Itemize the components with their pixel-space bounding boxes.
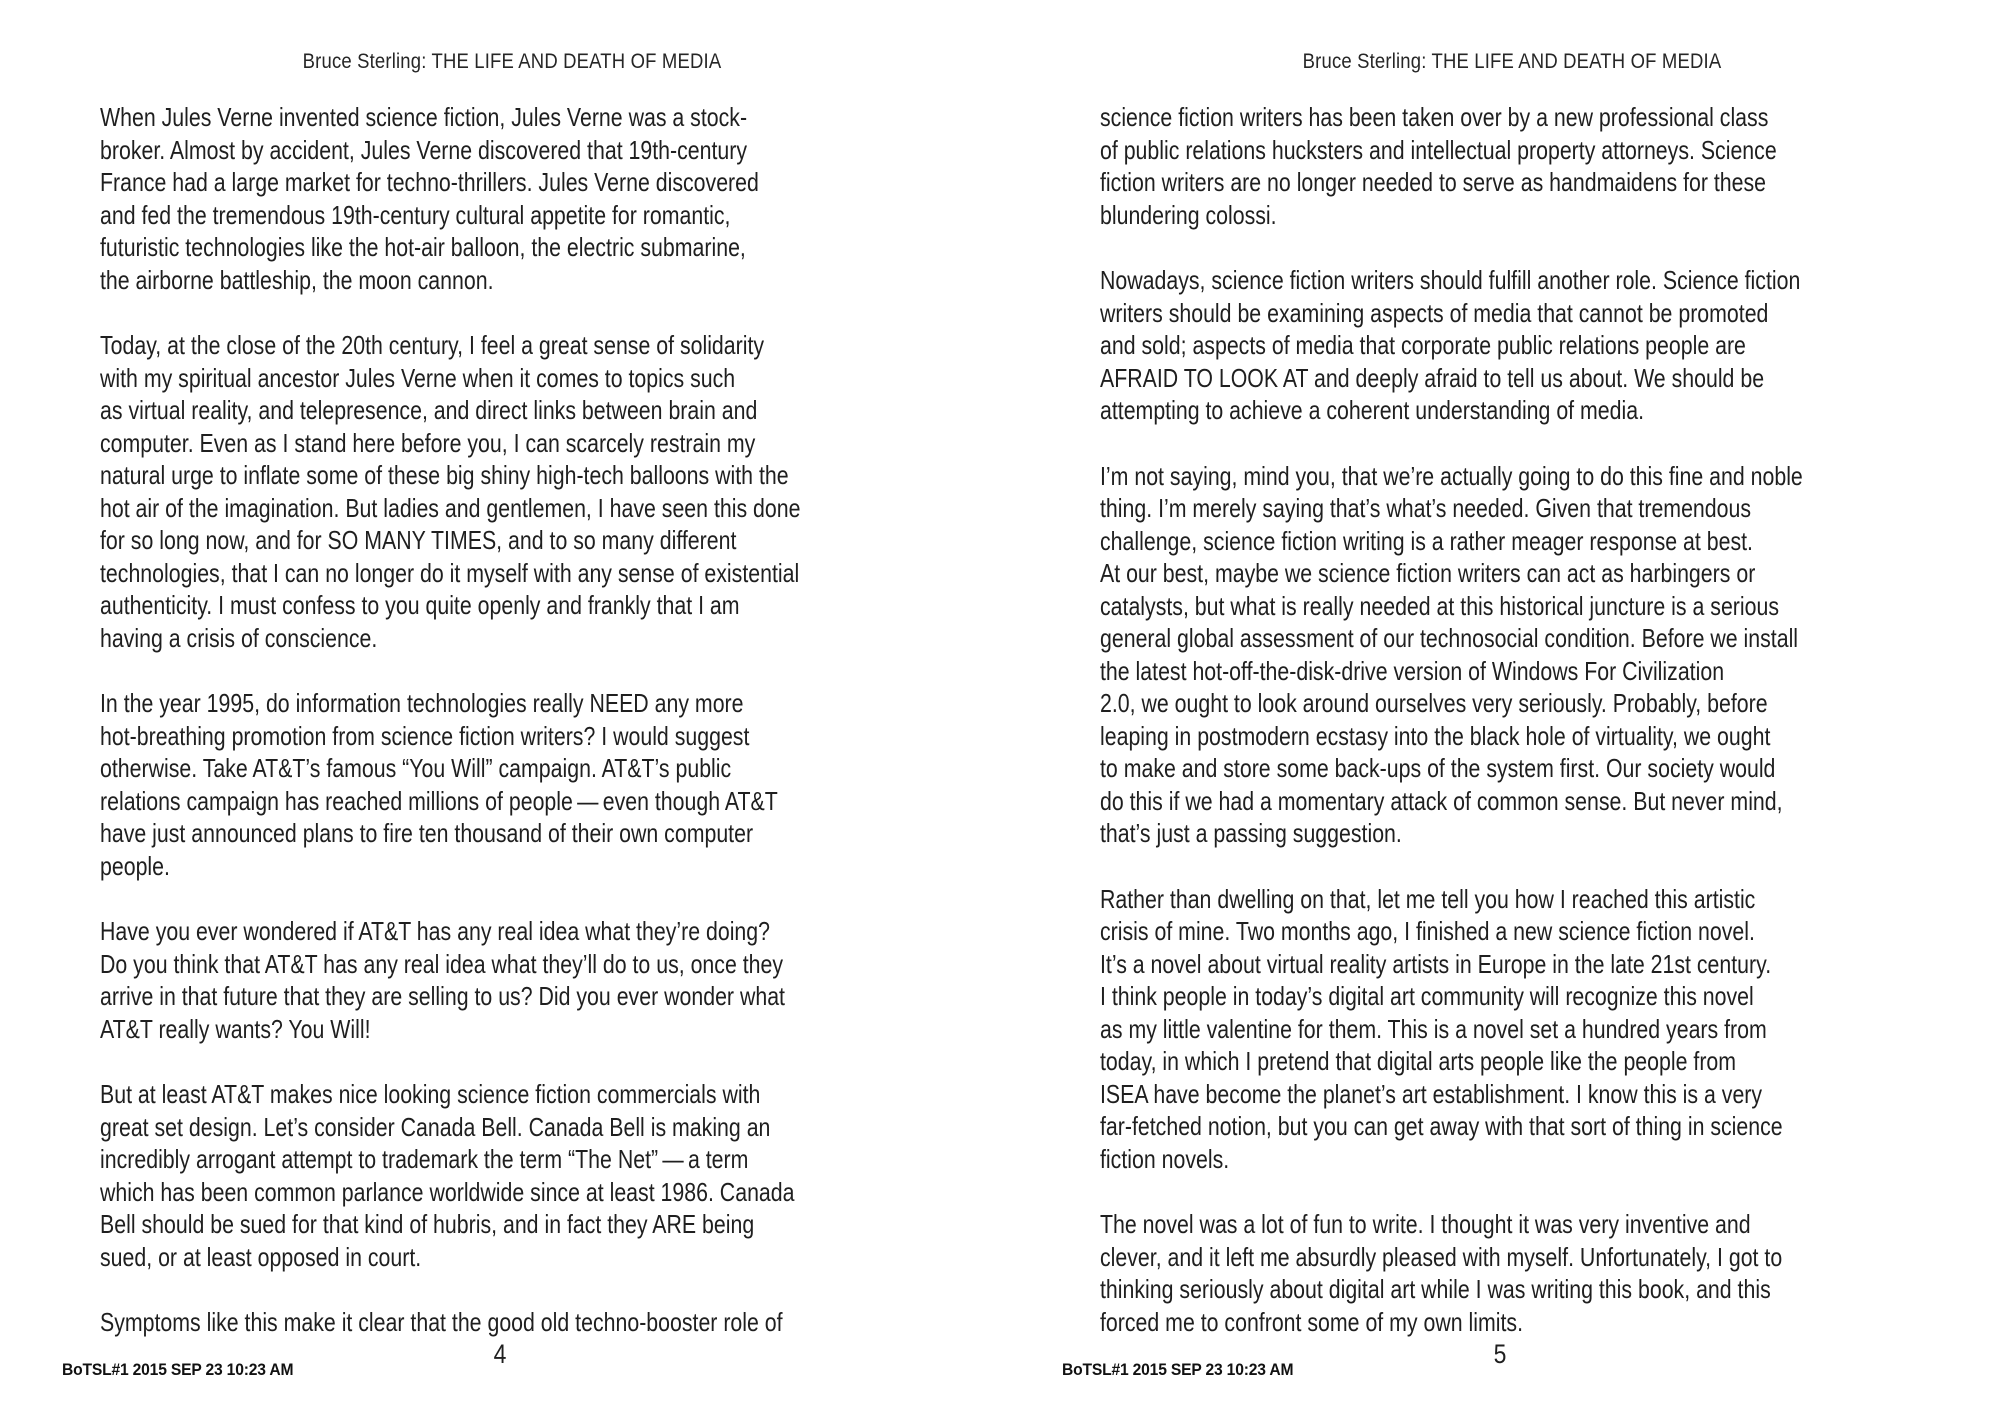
- paragraph: [100, 1306, 980, 1339]
- text-line: In the year 1995, do information technologies really NEED any more: [100, 688, 744, 718]
- text-line: thing. I’m merely saying that’s what’s needed. Given that tremendous: [1100, 493, 1752, 523]
- text-line: I think people in today’s digital art community will recognize this novel: [1100, 981, 1754, 1011]
- text-line: otherwise. Take AT&T’s famous “You Will” campaign. AT&T’s public: [100, 753, 732, 783]
- text-line: attempting to achieve a coherent understanding of media.: [1100, 395, 1645, 425]
- text-line: I’m not saying, mind you, that we’re actually going to do this fine and noble: [1100, 460, 1803, 491]
- text-line: sued, or at least opposed in court.: [100, 1241, 422, 1272]
- text-line: for so long now, and for SO MANY TIMES, and to so many different: [100, 525, 737, 555]
- text-line: general global assessment of our technosocial condition. Before we install: [1100, 623, 1799, 653]
- text-line: today, in which I pretend that digital arts people like the people from: [1100, 1046, 1737, 1076]
- text-line: far-fetched notion, but you can get away with that sort of thing in science: [1100, 1111, 1783, 1141]
- paragraph: [100, 101, 980, 296]
- text-line: France had a large market for techno-thrillers. Jules Verne discovered: [100, 167, 759, 197]
- text-line: Symptoms like this make it clear that the good old techno-booster role of: [100, 1307, 783, 1337]
- text-line: authenticity. I must confess to you quite openly and frankly that I am: [100, 590, 740, 620]
- text-line: hot air of the imagination. But ladies and gentlemen, I have seen this done: [100, 492, 801, 523]
- text-line: catalysts, but what is really needed at this historical juncture is a serious: [1100, 590, 1780, 621]
- text-line: relations campaign has reached millions of people — even though AT&T: [100, 785, 778, 816]
- text-line: science fiction writers has been taken over by a new professional class: [1100, 102, 1769, 132]
- text-line: having a crisis of conscience.: [100, 622, 378, 653]
- text-line: of public relations hucksters and intellectual property attorneys. Science: [1100, 134, 1777, 165]
- page-body: [100, 101, 980, 1339]
- text-line: hot-breathing promotion from science fiction writers? I would suggest: [100, 720, 750, 751]
- page-header: Bruce Sterling: THE LIFE AND DEATH OF MEDIA: [1302, 50, 1722, 73]
- page-footer: BoTSL#1 2015 SEP 23 10:23 AM: [62, 1360, 294, 1379]
- paragraph: [1100, 883, 1980, 1176]
- text-line: challenge, science fiction writing is a rather meager response at best.: [1100, 525, 1753, 556]
- text-line: people.: [100, 850, 170, 881]
- text-line: broker. Almost by accident, Jules Verne discovered that 19th-century: [100, 134, 748, 165]
- text-line: technologies, that I can no longer do it myself with any sense of existential: [100, 557, 800, 588]
- text-line: as my little valentine for them. This is a novel set a hundred years from: [1100, 1013, 1767, 1044]
- text-line: the airborne battleship, the moon cannon.: [100, 264, 494, 295]
- text-line: great set design. Let’s consider Canada Bell. Canada Bell is making an: [100, 1111, 771, 1142]
- text-line: to make and store some back-ups of the system first. Our society would: [1100, 753, 1776, 783]
- text-line: Do you think that AT&T has any real idea what they’ll do to us, once they: [100, 948, 784, 979]
- text-line: 2.0, we ought to look around ourselves very seriously. Probably, before: [1100, 688, 1768, 718]
- page-number: 5: [1493, 1339, 1507, 1369]
- text-line: Rather than dwelling on that, let me tell you how I reached this artistic: [1100, 883, 1756, 914]
- text-line: fiction novels.: [1100, 1143, 1230, 1174]
- page-footer: BoTSL#1 2015 SEP 23 10:23 AM: [1062, 1360, 1294, 1379]
- paragraph: [1100, 264, 1980, 427]
- text-line: blundering colossi.: [1100, 199, 1277, 230]
- text-line: incredibly arrogant attempt to trademark the term “The Net” — a term: [100, 1144, 749, 1174]
- text-line: futuristic technologies like the hot-air balloon, the electric submarine,: [100, 232, 746, 262]
- paragraph: [100, 687, 980, 882]
- text-line: But at least AT&T makes nice looking science fiction commercials with: [100, 1079, 761, 1109]
- text-line: the latest hot-off-the-disk-drive version of Windows For Civilization: [1100, 655, 1725, 686]
- text-line: When Jules Verne invented science fiction, Jules Verne was a stock-: [100, 102, 748, 132]
- text-line: arrive in that future that they are selling to us? Did you ever wonder what: [100, 981, 785, 1011]
- text-line: ISEA have become the planet’s art establishment. I know this is a very: [1100, 1078, 1763, 1109]
- paragraph: [100, 329, 980, 654]
- paragraph: [100, 915, 980, 1045]
- text-line: Have you ever wondered if AT&T has any real idea what they’re doing?: [100, 916, 771, 946]
- paragraph: [1100, 460, 1980, 850]
- text-line: have just announced plans to fire ten thousand of their own computer: [100, 818, 754, 848]
- text-line: crisis of mine. Two months ago, I finished a new science fiction novel.: [1100, 916, 1755, 946]
- page-number: 4: [493, 1339, 507, 1369]
- text-line: Bell should be sued for that kind of hubris, and in fact they ARE being: [100, 1209, 755, 1239]
- text-line: leaping in postmodern ecstasy into the black hole of virtuality, we ought: [1100, 720, 1771, 751]
- text-line: Nowadays, science fiction writers should fulfill another role. Science fiction: [1100, 265, 1801, 295]
- text-line: clever, and it left me absurdly pleased with myself. Unfortunately, I got to: [1100, 1241, 1783, 1272]
- page-header: Bruce Sterling: THE LIFE AND DEATH OF MEDIA: [302, 50, 722, 73]
- paragraph: [1100, 101, 1980, 231]
- text-line: forced me to confront some of my own limits.: [1100, 1306, 1524, 1337]
- text-line: do this if we had a momentary attack of common sense. But never mind,: [1100, 785, 1783, 816]
- text-line: with my spiritual ancestor Jules Verne when it comes to topics such: [100, 362, 736, 393]
- paragraph: [100, 1078, 980, 1273]
- text-line: fiction writers are no longer needed to serve as handmaidens for these: [1100, 167, 1767, 197]
- text-line: writers should be examining aspects of media that cannot be promoted: [1100, 297, 1769, 328]
- text-line: It’s a novel about virtual reality artists in Europe in the late 21st century.: [1100, 948, 1772, 979]
- page-body: [1100, 101, 1980, 1338]
- text-line: computer. Even as I stand here before you, I can scarcely restrain my: [100, 427, 756, 458]
- text-line: AT&T really wants? You Will!: [100, 1013, 371, 1044]
- text-line: thinking seriously about digital art while I was writing this book, and this: [1100, 1274, 1771, 1304]
- text-line: that’s just a passing suggestion.: [1100, 818, 1402, 848]
- text-line: The novel was a lot of fun to write. I thought it was very inventive and: [1100, 1209, 1751, 1239]
- text-line: natural urge to inflate some of these big shiny high-tech balloons with the: [100, 460, 789, 490]
- text-line: as virtual reality, and telepresence, and direct links between brain and: [100, 395, 758, 425]
- page-right: [1000, 0, 2000, 1424]
- text-line: which has been common parlance worldwide since at least 1986. Canada: [100, 1176, 795, 1207]
- text-line: Today, at the close of the 20th century, I feel a great sense of solidarity: [100, 330, 765, 360]
- text-line: AFRAID TO LOOK AT and deeply afraid to tell us about. We should be: [1100, 362, 1765, 393]
- paragraph: [1100, 1208, 1980, 1338]
- text-line: At our best, maybe we science fiction writers can act as harbingers or: [1100, 558, 1756, 588]
- text-line: and fed the tremendous 19th-century cultural appetite for romantic,: [100, 199, 731, 230]
- text-line: and sold; aspects of media that corporate public relations people are: [1100, 330, 1746, 360]
